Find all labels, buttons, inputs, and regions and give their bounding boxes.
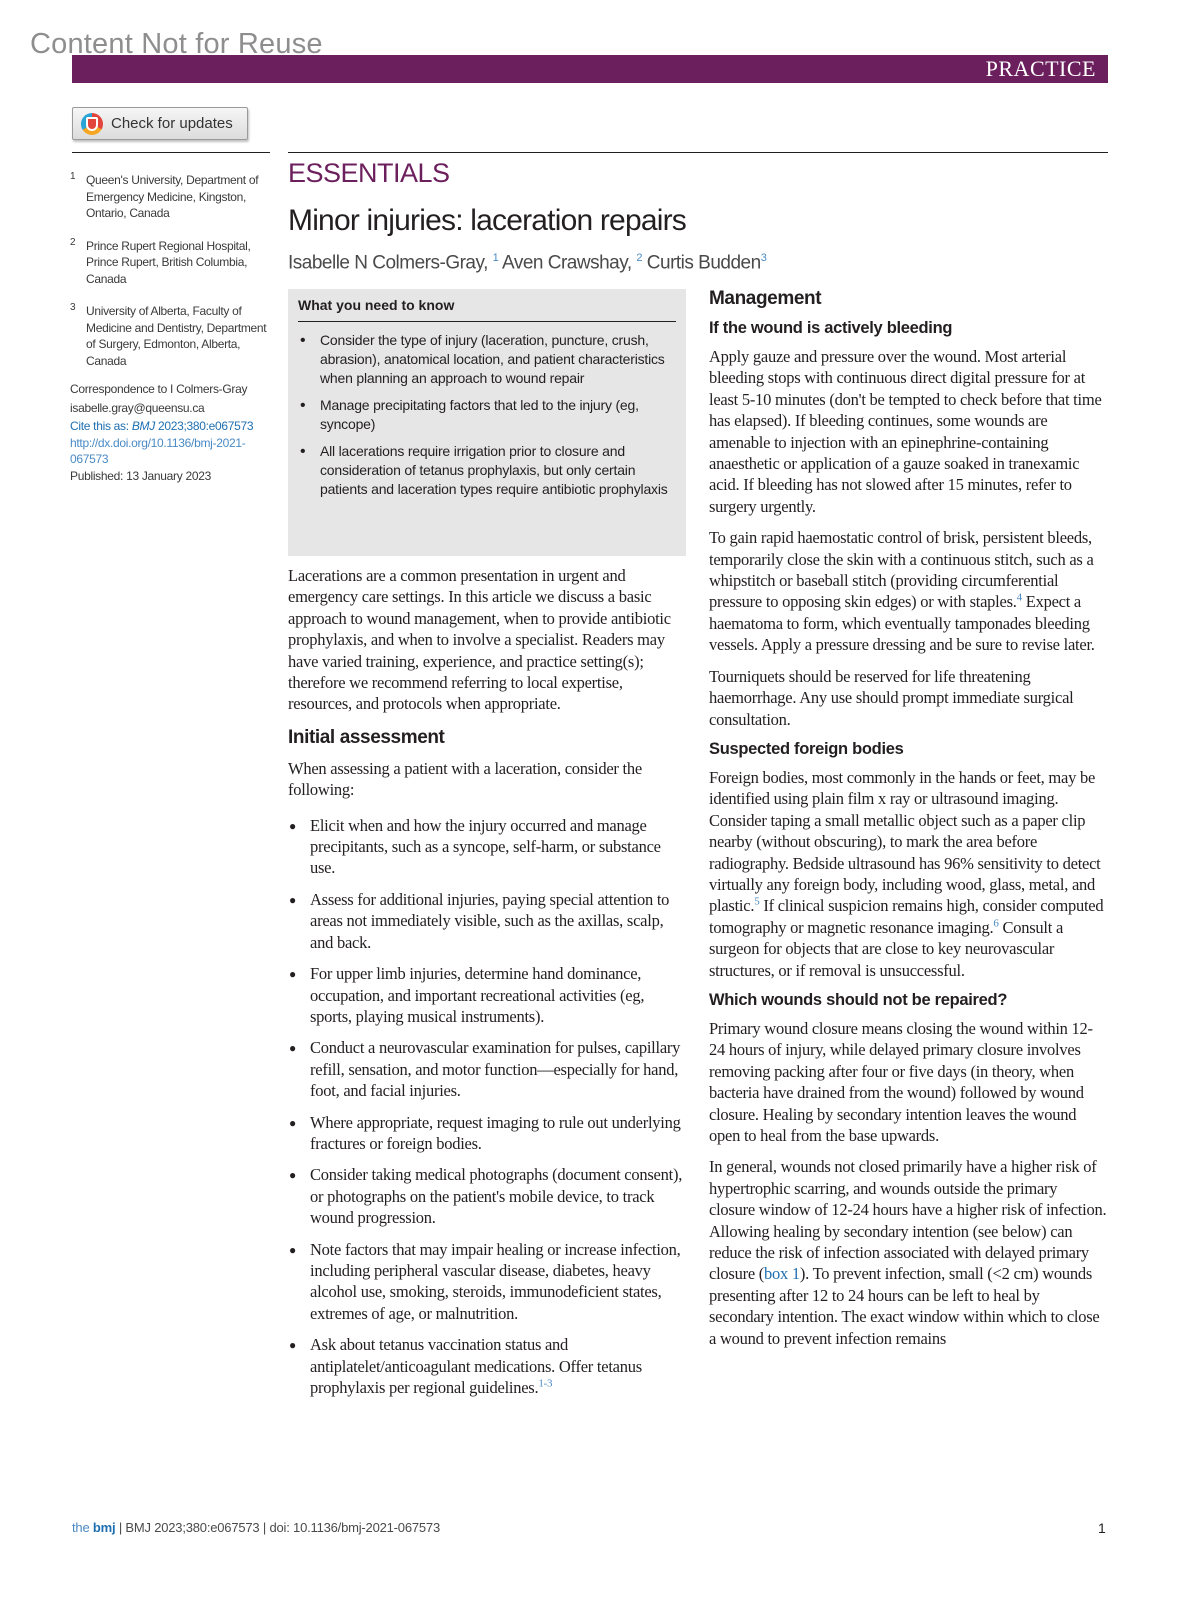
list-item: ● For upper limb injuries, determine hand dominance, occupation, and important recreational activities (eg, sports, playing musical instruments). bbox=[288, 963, 686, 1027]
affiliation-item: 1 Queen's University, Department of Emergency Medicine, Kingston, Ontario, Canada bbox=[70, 172, 270, 222]
published-date: Published: 13 January 2023 bbox=[70, 468, 211, 483]
management-heading: Management bbox=[709, 288, 822, 309]
footer-citation: | BMJ 2023;380:e067573 | doi: 10.1136/bmj-2021-067573 bbox=[115, 1520, 440, 1535]
right-column bbox=[709, 288, 1107, 1359]
reference-link[interactable]: 5 bbox=[754, 895, 760, 908]
article-category: ESSENTIALS bbox=[288, 158, 450, 188]
cite-this-as: Cite this as: BMJ 2023;380:e067573 bbox=[70, 419, 254, 433]
article-title: Minor injuries: laceration repairs bbox=[288, 204, 686, 237]
foreign-bodies-heading: Suspected foreign bodies bbox=[709, 739, 904, 758]
left-column bbox=[288, 565, 686, 1408]
reference-link[interactable]: 4 bbox=[1016, 591, 1022, 604]
correspondence: Correspondence to I Colmers-Gray bbox=[70, 382, 248, 396]
list-item: ● Assess for additional injuries, paying special attention to areas not immediately visible, such as the axillas, scalp, and back. bbox=[288, 889, 686, 953]
section-label: PRACTICE bbox=[985, 56, 1096, 81]
box-1-link[interactable]: box 1 bbox=[764, 1264, 800, 1284]
watermark: Content Not for Reuse bbox=[30, 28, 323, 60]
primary-closure-paragraph: Primary wound closure means closing the wound within 12-24 hours of injury, while delayed primary closure involves removing packing after four or five days (in theory, when bacteria have drained from the wound) followed by wound closure. Healing by secondary intention leaves the wound open to heal from the base upwards. bbox=[709, 1018, 1093, 1145]
affiliation-text: Prince Rupert Regional Hospital, Prince Rupert, British Columbia, Canada bbox=[86, 238, 251, 286]
foreign-bodies-paragraph: Foreign bodies, most commonly in the hands or feet, may be identified using plain film x ray or ultrasound imaging. Consider taping a small metallic object such as a paper clip nearby (without obscuring), to mark the area before radiography. Bedside ultrasound has 96% sensitivity to detect virtually any foreign body, including wood, glass, metal, and plastic.$^5$ If clinical suspicion remains high, consider computed tomography or magnetic resonance imaging.$^6$ Consult a surgeon for objects that are close to key neurovascular structures, or if removal is unsuccessful. bbox=[709, 767, 1104, 980]
doi-link[interactable]: http://dx.doi.org/10.1136/bmj-2021-067573 bbox=[70, 435, 246, 466]
page-footer bbox=[72, 1520, 440, 1535]
list-item: ● Consider taking medical photographs (document consent), or photographs on the patient's mobile device, to track wound progression. bbox=[288, 1164, 686, 1228]
affiliation-text: University of Alberta, Faculty of Medicine and Dentistry, Department of Surgery, Edmonton, Alberta, Canada bbox=[86, 304, 267, 368]
page-number: 1 bbox=[1098, 1520, 1106, 1536]
author-name: Curtis Budden bbox=[642, 252, 761, 274]
list-item: ● Ask about tetanus vaccination status and antiplatelet/anticoagulant medications. Offer tetanus prophylaxis per regional guidelines.$^{1-3}$ bbox=[288, 1334, 686, 1398]
box-title: What you need to know bbox=[298, 297, 676, 322]
footer-brand-bmj: bmj bbox=[92, 1520, 116, 1535]
author-name: Aven Crawshay, bbox=[498, 252, 637, 274]
repair-heading: Which wounds should not be repaired? bbox=[709, 990, 1008, 1009]
box-item: • All lacerations require irrigation prior to closure and consideration of tetanus prophylaxis, but only certain patients and laceration types require antibiotic prophylaxis bbox=[298, 442, 676, 499]
crossmark-icon bbox=[81, 113, 103, 135]
check-for-updates-label: Check for updates bbox=[111, 115, 233, 132]
author-list: Isabelle N Colmers-Gray, $^1$ Aven Crawshay, $^2$ Curtis Budden$^3$ bbox=[288, 252, 767, 274]
what-you-need-to-know-box bbox=[288, 289, 686, 556]
list-item: ● Note factors that may impair healing or increase infection, including peripheral vascular disease, diabetes, heavy alcohol use, smoking, steroids, immunodeficient states, extremes of age, or malnutrition. bbox=[288, 1239, 686, 1325]
initial-assessment-heading: Initial assessment bbox=[288, 726, 445, 748]
affiliation-item: 3 University of Alberta, Faculty of Medicine and Dentistry, Department of Surgery, Edmonton, Alberta, Canada bbox=[70, 303, 270, 369]
sidebar-divider bbox=[72, 152, 270, 153]
reference-link[interactable]: 1-3 bbox=[538, 1377, 553, 1390]
affiliation-text: Queen's University, Department of Emergency Medicine, Kingston, Ontario, Canada bbox=[86, 173, 259, 220]
list-item: ● Where appropriate, request imaging to rule out underlying fractures or foreign bodies. bbox=[288, 1112, 686, 1155]
sidebar bbox=[70, 172, 270, 484]
list-item: ● Conduct a neurovascular examination for pulses, capillary refill, sensation, and motor function—especially for hand, foot, and facial injuries. bbox=[288, 1037, 686, 1101]
tourniquet-paragraph: Tourniquets should be reserved for life threatening haemorrhage. Any use should prompt immediate surgical consultation. bbox=[709, 666, 1074, 729]
bleeding-heading: If the wound is actively bleeding bbox=[709, 319, 953, 337]
affiliation-item: 2 Prince Rupert Regional Hospital, Prince Rupert, British Columbia, Canada bbox=[70, 238, 270, 288]
list-item: ● Elicit when and how the injury occurred and manage precipitants, such as a syncope, self-harm, or substance use. bbox=[288, 815, 686, 879]
box-item: • Manage precipitating factors that led to the injury (eg, syncope) bbox=[298, 396, 676, 434]
assessment-intro: When assessing a patient with a laceration, consider the following: bbox=[288, 758, 642, 800]
bleeding-paragraph: Apply gauze and pressure over the wound. Most arterial bleeding stops with continuous direct digital pressure for at least 5-10 minutes (don't be tempted to check before that time has elapsed). If bleeding continues, some wounds are amenable to injection with an epinephrine-containing anaesthetic or application of a gauze soaked in tranexamic acid. If bleeding has not slowed after 15 minutes, refer to surgery urgently. bbox=[709, 347, 1102, 516]
haemostatic-paragraph: To gain rapid haemostatic control of brisk, persistent bleeds, temporarily close the skin with a continuous stitch, such as a whipstitch or baseball stitch (providing circumferential pressure to opposing skin edges) or with staples.$^4$ Expect a haematoma to form, which eventually tamponades bleeding vessels. Apply a pressure dressing and be sure to revise later. bbox=[709, 528, 1095, 655]
correspondence-email[interactable]: isabelle.gray@queensu.ca bbox=[70, 400, 205, 415]
box-item: • Consider the type of injury (laceration, puncture, crush, abrasion), anatomical location, and patient characteristics when planning an approach to wound repair bbox=[298, 331, 676, 388]
infection-risk-paragraph: In general, wounds not closed primarily have a higher risk of hypertrophic scarring, and wounds outside the primary closure window of 12-24 hours have a higher risk of infection. Allowing healing by secondary intention (see below) can reduce the risk of infection associated with delayed primary closure (box 1). To prevent infection, small (<2 cm) wounds presenting after 12 to 24 hours can be left to heal by secondary intention. The exact window within which to close a wound to prevent infection remains bbox=[709, 1157, 1107, 1348]
author-name: Isabelle N Colmers-Gray, bbox=[288, 252, 493, 274]
assessment-list bbox=[288, 815, 686, 1399]
reference-link[interactable]: 6 bbox=[993, 917, 999, 930]
check-for-updates-button[interactable] bbox=[72, 107, 248, 140]
footer-brand-the: the bbox=[72, 1520, 93, 1535]
intro-paragraph: Lacerations are a common presentation in urgent and emergency care settings. In this article we discuss a basic approach to wound management, when to provide antibiotic prophylaxis, and when to involve a specialist. Readers may have varied training, experience, and practice setting(s); therefore we recommend referring to local expertise, resources, and protocols when appropriate. bbox=[288, 566, 671, 714]
main-divider bbox=[288, 152, 1108, 153]
